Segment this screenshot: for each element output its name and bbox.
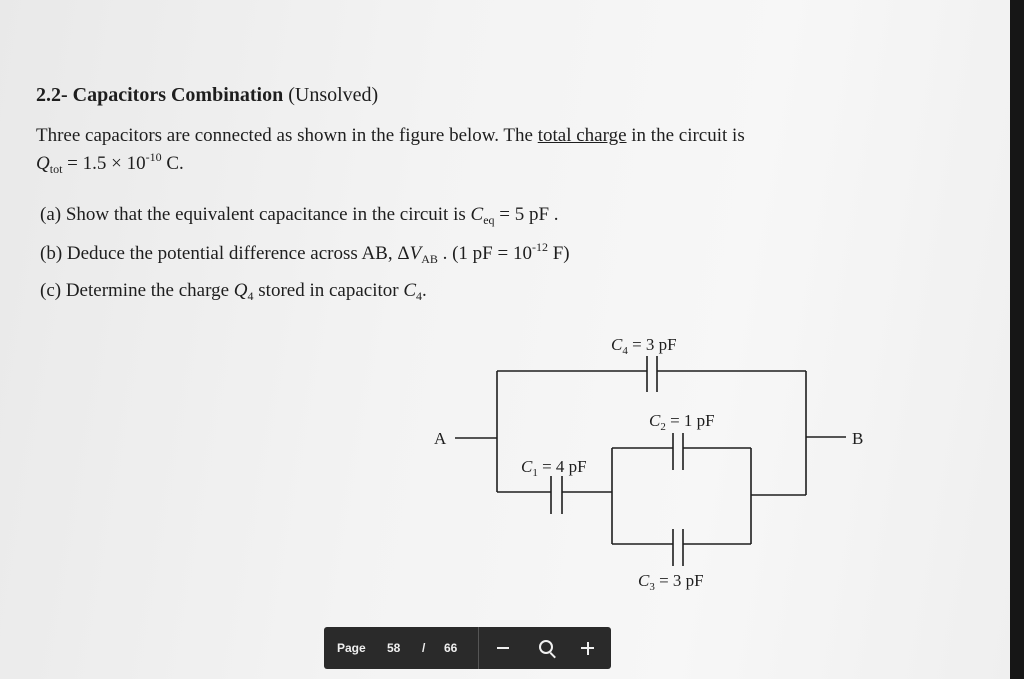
toolbar-divider	[478, 627, 479, 669]
zoom-out-icon[interactable]	[484, 627, 524, 669]
total-pages: 66	[444, 641, 458, 655]
c1-label: $C_1 = 4$ pF	[521, 457, 587, 479]
underlined-total-charge: total charge	[537, 125, 627, 146]
question-part-c: (c) Determine the charge $Q_4$ stored in capacitor $C_4$.	[40, 280, 427, 303]
question-part-a: (a) Show that the equivalent capacitance in the circuit is $C_{eq} = 5$ pF .	[40, 204, 559, 227]
c2-label: $C_2 = 1$ pF	[649, 411, 715, 433]
intro-line-1: Three capacitors are connected as shown in the figure below. The total charge in the circuit is	[36, 125, 745, 146]
heading-status: (Unsolved)	[288, 84, 379, 106]
page-label: Page	[337, 641, 366, 655]
c4-label: $C_4 = 3$ pF	[611, 335, 677, 357]
question-part-b: (b) Deduce the potential difference across AB, $\Delta V_{AB}$ . (1 pF = $10^{-12}$ F)	[40, 240, 570, 266]
heading-title: 2.2- Capacitors Combination	[36, 84, 284, 106]
total-charge-value: $Q_{tot} = 1.5 \times 10^{-10}$ C.	[36, 150, 184, 176]
current-page-number[interactable]: 58	[387, 641, 401, 655]
terminal-a-label: A	[434, 429, 447, 448]
search-icon[interactable]	[526, 627, 566, 669]
c3-label: $C_3 = 3$ pF	[638, 571, 704, 593]
page-separator: /	[422, 641, 426, 655]
pdf-viewer-toolbar	[324, 627, 611, 669]
terminal-b-label: B	[852, 429, 864, 448]
zoom-in-icon[interactable]	[568, 627, 608, 669]
